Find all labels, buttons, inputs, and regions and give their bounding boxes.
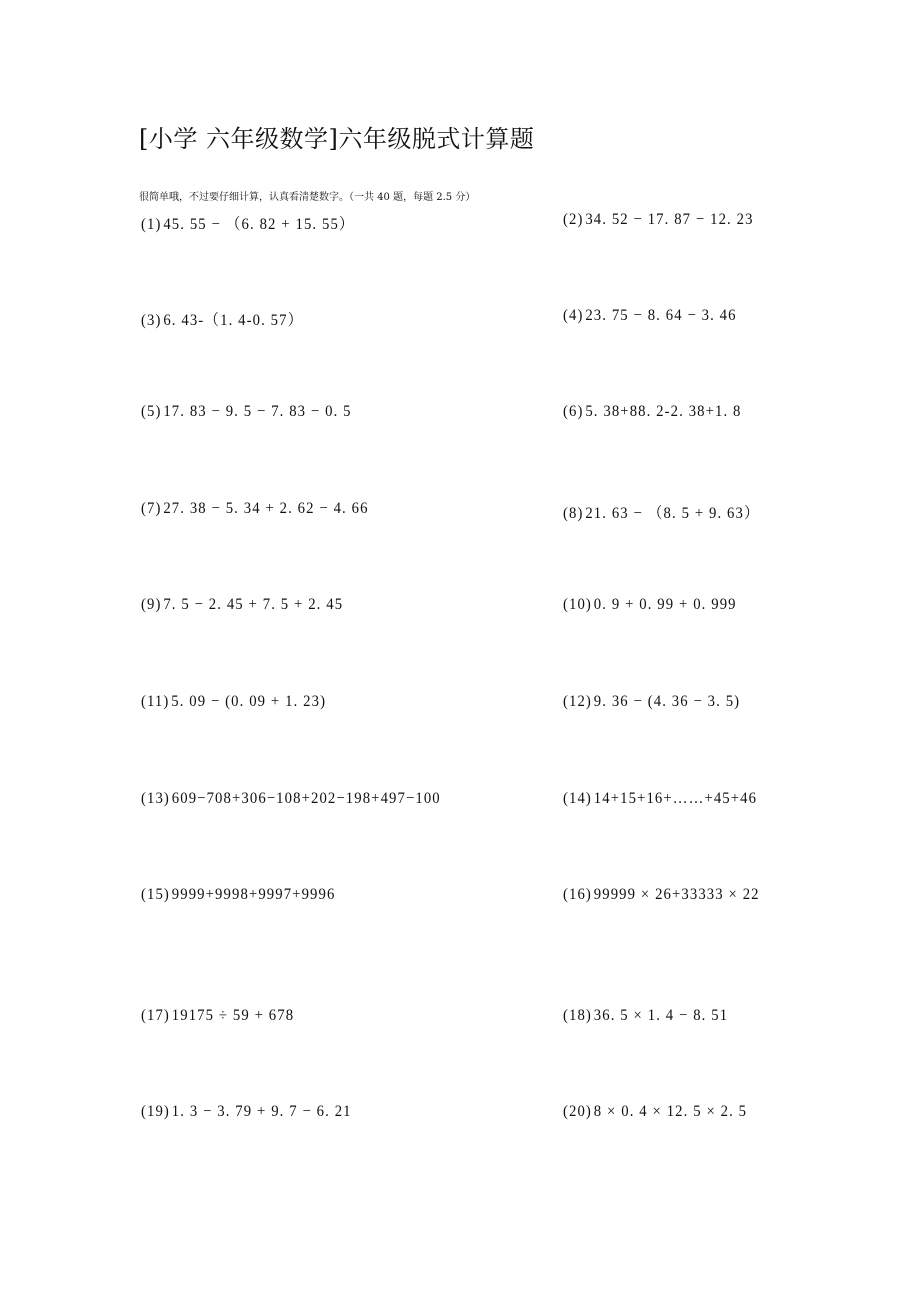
problem-number: (14) (563, 790, 592, 807)
problem-number: (7) (141, 500, 162, 517)
problem-3 (141, 307, 303, 330)
problem-expression: 34. 52 − 17. 87 − 12. 23 (585, 211, 754, 228)
problem-17 (141, 1007, 294, 1025)
problem-5 (141, 403, 352, 421)
problem-expression: 14+15+16+……+45+46 (593, 790, 758, 807)
problem-expression: 8 × 0. 4 × 12. 5 × 2. 5 (593, 1103, 748, 1120)
problem-7 (141, 500, 369, 518)
problem-expression: 9999+9998+9997+9996 (171, 886, 336, 903)
problem-expression: 23. 75 − 8. 64 − 3. 46 (585, 307, 737, 324)
problem-expression: 5. 38+88. 2-2. 38+1. 8 (585, 403, 742, 420)
problem-expression: 99999 × 26+33333 × 22 (593, 886, 760, 903)
problem-13 (141, 790, 441, 808)
problem-18 (563, 1007, 728, 1025)
problem-expression: 45. 55 − （6. 82 + 15. 55） (163, 216, 355, 233)
problem-expression: 9. 36 − (4. 36 − 3. 5) (593, 693, 741, 710)
problem-19 (141, 1103, 352, 1121)
instructions: 很简单哦，不过要仔细计算，认真看清楚数字。（一共 40 题，每题 2.5 分） (139, 192, 476, 203)
problem-2 (563, 211, 754, 229)
problem-expression: 17. 83 − 9. 5 − 7. 83 − 0. 5 (163, 403, 352, 420)
problem-11 (141, 693, 326, 711)
problem-number: (10) (563, 596, 592, 613)
problem-expression: 7. 5 − 2. 45 + 7. 5 + 2. 45 (163, 596, 344, 613)
problem-number: (13) (141, 790, 170, 807)
problem-number: (8) (563, 505, 584, 522)
problem-number: (17) (141, 1007, 170, 1024)
problem-expression: 21. 63 − （8. 5 + 9. 63） (585, 505, 760, 522)
problem-number: (12) (563, 693, 592, 710)
problem-20 (563, 1103, 747, 1121)
problem-expression: 609−708+306−108+202−198+497−100 (171, 790, 441, 807)
problem-number: (5) (141, 403, 162, 420)
problem-9 (141, 596, 343, 614)
problem-number: (3) (141, 312, 162, 329)
problem-number: (2) (563, 211, 584, 228)
problem-number: (9) (141, 596, 162, 613)
problem-number: (16) (563, 886, 592, 903)
page-title: [小学 六年级数学]六年级脱式计算题 (139, 125, 535, 153)
problem-expression: 5. 09 − (0. 09 + 1. 23) (171, 693, 327, 710)
problem-expression: 19175 ÷ 59 + 678 (171, 1007, 295, 1024)
problem-expression: 1. 3 − 3. 79 + 9. 7 − 6. 21 (171, 1103, 352, 1120)
problem-number: (1) (141, 216, 162, 233)
problem-expression: 6. 43-（1. 4-0. 57） (163, 312, 304, 329)
problem-number: (4) (563, 307, 584, 324)
problem-number: (6) (563, 403, 584, 420)
problem-number: (20) (563, 1103, 592, 1120)
problem-8 (563, 500, 760, 523)
problem-14 (563, 790, 757, 808)
problem-16 (563, 886, 760, 904)
problem-6 (563, 403, 742, 421)
problem-expression: 27. 38 − 5. 34 + 2. 62 − 4. 66 (163, 500, 369, 517)
problem-expression: 0. 9 + 0. 99 + 0. 999 (593, 596, 737, 613)
problem-number: (19) (141, 1103, 170, 1120)
problem-expression: 36. 5 × 1. 4 − 8. 51 (593, 1007, 729, 1024)
problem-number: (11) (141, 693, 170, 710)
problem-1 (141, 211, 355, 234)
problem-number: (15) (141, 886, 170, 903)
problem-15 (141, 886, 335, 904)
problem-10 (563, 596, 737, 614)
problem-4 (563, 307, 737, 325)
problem-12 (563, 693, 740, 711)
problem-number: (18) (563, 1007, 592, 1024)
